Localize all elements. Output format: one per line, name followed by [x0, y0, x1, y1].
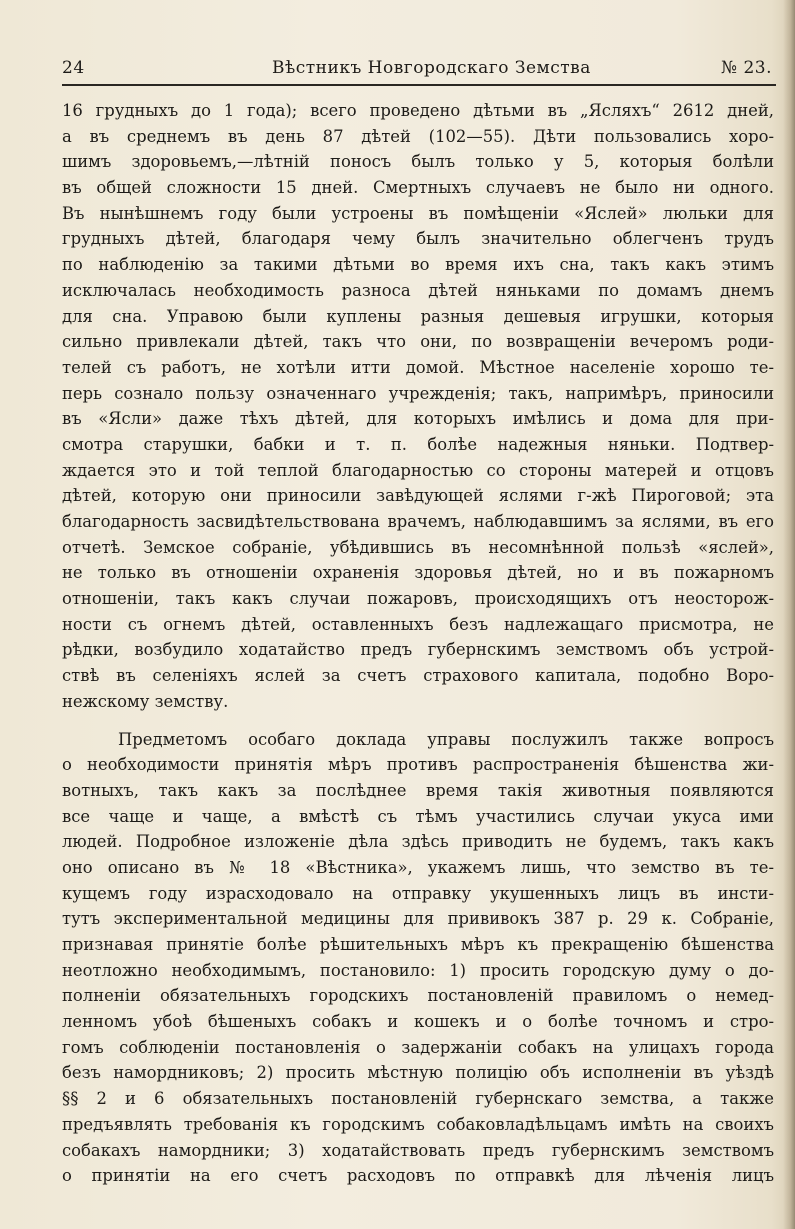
text-line: Предметомъ особаго доклада управы послужилъ также вопросъ: [118, 729, 774, 749]
page-edge-shadow: [783, 0, 795, 1229]
journal-title: Вѣстникъ Новгородскаго Земства: [272, 58, 591, 78]
text-line: безъ намордниковъ; 2) просить мѣстную полицію объ исполненіи въ уѣздѣ: [62, 1063, 774, 1083]
text-line: гомъ соблюденіи постановленія о задержаніи собакъ на улицахъ города: [62, 1037, 774, 1057]
text-line: отношеніи, такъ какъ случаи пожаровъ, происходящихъ отъ неосторож-: [62, 589, 774, 609]
paragraph-gap: [62, 715, 774, 727]
text-line: шимъ здоровьемъ,—лѣтній поносъ былъ только у 5, которыя болѣли: [62, 152, 774, 172]
text-line: телей съ работъ, не хотѣли итти домой. Мѣстное населеніе хорошо те-: [62, 357, 774, 377]
text-line: перь сознало пользу означеннаго учрежденія; такъ, напримѣръ, приносили: [62, 383, 774, 403]
running-header: [62, 58, 776, 86]
text-line: Въ нынѣшнемъ году были устроены въ помѣщеніи «Яслей» люльки для: [62, 203, 774, 223]
text-line: сильно привлекали дѣтей, такъ что они, по возвращеніи вечеромъ роди-: [62, 332, 774, 352]
text-line: §§ 2 и 6 обязательныхъ постановленій губернскаго земства, а также: [62, 1089, 774, 1109]
text-line: не только въ отношеніи охраненія здоровья дѣтей, но и въ пожарномъ: [62, 563, 774, 583]
issue-number: № 23.: [720, 58, 772, 78]
text-line: ствѣ въ селеніяхъ яслей за счетъ страхового капитала, подобно Воро-: [62, 666, 774, 686]
text-line: отчетѣ. Земское собраніе, убѣдившись въ несомнѣнной пользѣ «яслей»,: [62, 537, 774, 557]
text-line: рѣдки, возбудило ходатайство предъ губернскимъ земствомъ объ устрой-: [62, 640, 774, 660]
text-line: полненіи обязательныхъ городскихъ постановленій правиломъ о немед-: [62, 986, 774, 1006]
paragraph-2: [62, 727, 774, 1189]
page-number: 24: [62, 58, 85, 78]
text-line: все чаще и чаще, а вмѣстѣ съ тѣмъ участились случаи укуса ими: [62, 806, 774, 826]
text-line: собакахъ намордники; 3) ходатайствовать предъ губернскимъ земствомъ: [62, 1140, 774, 1160]
text-line: кущемъ году израсходовало на отправку укушенныхъ лицъ въ инсти-: [62, 883, 774, 903]
text-line: вотныхъ, такъ какъ за послѣднее время такія животныя появляются: [62, 780, 774, 800]
text-line: въ «Ясли» даже тѣхъ дѣтей, для которыхъ имѣлись и дома для при-: [62, 409, 774, 429]
text-line: дѣтей, которую они приносили завѣдующей яслями г-жѣ Пироговой; эта: [62, 486, 774, 506]
text-line: исключалась необходимость разноса дѣтей няньками по домамъ днемъ: [62, 280, 774, 300]
text-line: предъявлять требованія къ городскимъ собаковладѣльцамъ имѣть на своихъ: [62, 1114, 774, 1134]
text-line: ждается это и той теплой благодарностью со стороны матерей и отцовъ: [62, 460, 774, 480]
text-line: нежскому земству.: [62, 691, 229, 711]
text-line: ности съ огнемъ дѣтей, оставленныхъ безъ надлежащаго присмотра, не: [62, 614, 774, 634]
text-line: признавая принятіе болѣе рѣшительныхъ мѣръ къ прекращенію бѣшенства: [62, 935, 774, 954]
text-line: благодарность засвидѣтельствована врачемъ, наблюдавшимъ за яслями, въ его: [62, 512, 774, 531]
text-line: ленномъ убоѣ бѣшеныхъ собакъ и кошекъ и о болѣе точномъ и стро-: [62, 1012, 774, 1032]
text-line: въ общей сложности 15 дней. Смертныхъ случаевъ не было ни одного.: [62, 178, 774, 198]
article-body: [62, 98, 774, 1189]
text-line: о принятіи на его счетъ расходовъ по отправкѣ для лѣченія лицъ: [62, 1166, 774, 1186]
text-line: о необходимости принятія мѣръ противъ распространенія бѣшенства жи-: [62, 755, 774, 775]
text-line: неотложно необходимымъ, постановило: 1) просить городскую думу о до-: [62, 960, 774, 980]
text-line: по наблюденію за такими дѣтьми во время ихъ сна, такъ какъ этимъ: [62, 255, 774, 275]
text-line: смотра старушки, бабки и т. п. болѣе надежныя няньки. Подтвер-: [62, 434, 774, 454]
text-line: грудныхъ дѣтей, благодаря чему былъ значительно облегченъ трудъ: [62, 229, 774, 249]
text-line: а въ среднемъ въ день 87 дѣтей (102—55). Дѣти пользовались хоро-: [62, 126, 774, 146]
text-line: для сна. Управою были куплены разныя дешевыя игрушки, которыя: [62, 306, 774, 326]
text-line: тутъ экспериментальной медицины для прививокъ 387 р. 29 к. Собраніе,: [62, 909, 774, 929]
text-line: оно описано въ № 18 «Вѣстника», укажемъ лишь, что земство въ те-: [62, 857, 774, 877]
text-line: 16 грудныхъ до 1 года); всего проведено дѣтьми въ „Ясляхъ“ 2612 дней,: [62, 101, 774, 120]
text-line: людей. Подробное изложеніе дѣла здѣсь приводить не будемъ, такъ какъ: [62, 832, 774, 852]
paragraph-1: [62, 98, 774, 715]
